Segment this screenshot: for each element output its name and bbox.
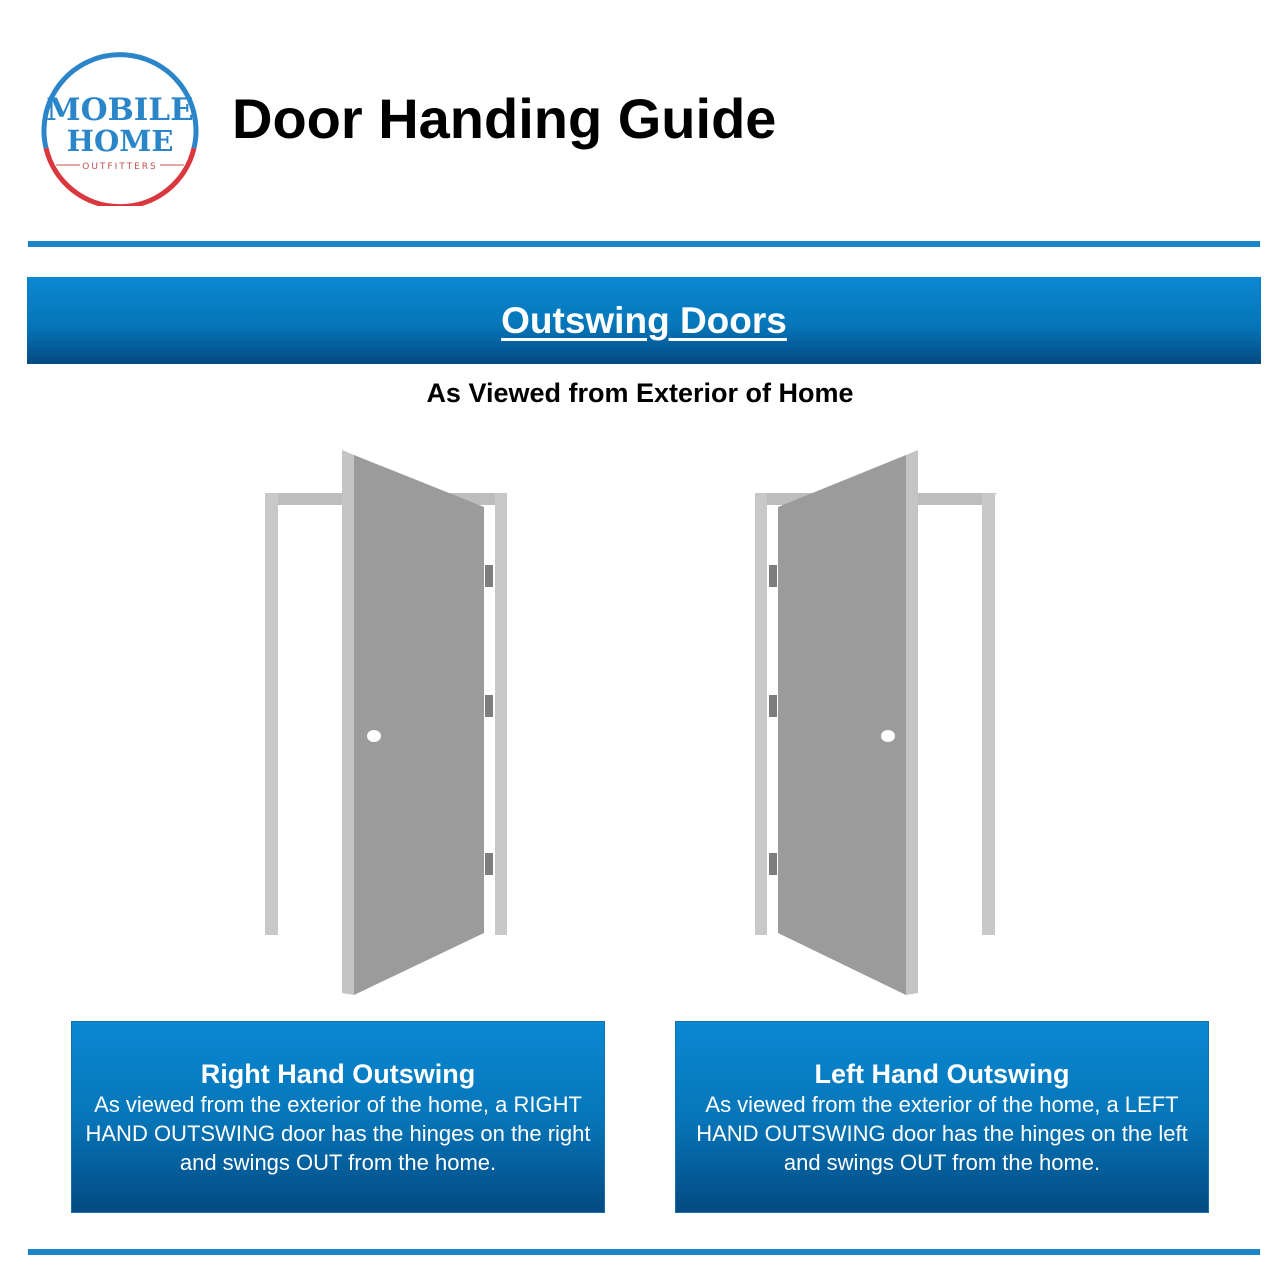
- left-hand-outswing-door-icon: [740, 445, 1010, 1005]
- left-hand-outswing-title: Left Hand Outswing: [814, 1058, 1070, 1089]
- right-hand-outswing-card: [71, 1021, 605, 1213]
- page-title: Door Handing Guide: [232, 87, 777, 150]
- right-hand-outswing-door-icon: [250, 445, 520, 1005]
- bottom-divider: [28, 1249, 1260, 1255]
- right-hand-outswing-title: Right Hand Outswing: [200, 1058, 476, 1089]
- left-hand-outswing-description: As viewed from the exterior of the home, a LEFT HAND OUTSWING door has the hinges on the left and swings OUT from the home.: [696, 1091, 1188, 1175]
- top-divider: [28, 241, 1260, 247]
- mobile-home-outfitters-logo: [36, 38, 204, 206]
- banner-title: Outswing Doors: [501, 299, 787, 341]
- section-banner: [27, 277, 1261, 364]
- left-hand-outswing-card: [675, 1021, 1209, 1213]
- logo-text-home: HOME: [66, 124, 174, 158]
- right-hand-outswing-description: As viewed from the exterior of the home, a RIGHT HAND OUTSWING door has the hinges on the right and swings OUT from the home.: [85, 1091, 591, 1175]
- logo-text-outfitters: OUTFITTERS: [82, 162, 158, 172]
- logo-text-mobile: MOBILE: [46, 92, 194, 128]
- section-subtitle: As Viewed from Exterior of Home: [426, 378, 854, 408]
